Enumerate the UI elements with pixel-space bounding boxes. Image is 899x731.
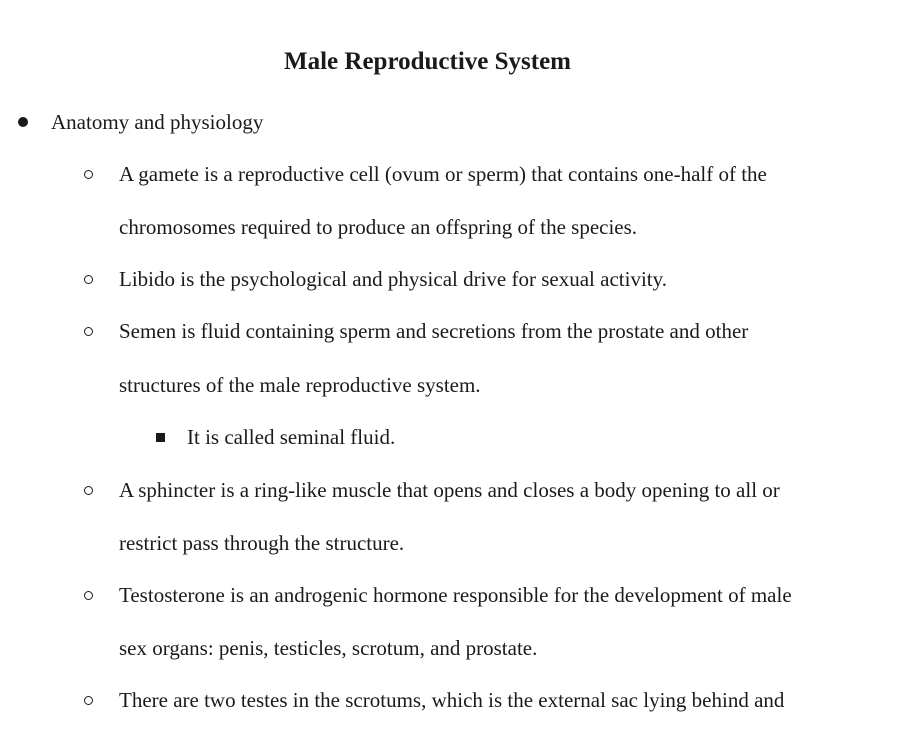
bullet-circle-icon	[84, 327, 93, 336]
list-item-text: Testosterone is an androgenic hormone responsible for the development of male	[119, 583, 792, 607]
bullet-square-icon	[156, 433, 165, 442]
bullet-circle-icon	[84, 275, 93, 284]
list-item-text: restrict pass through the structure.	[119, 531, 405, 555]
list-item-text: Libido is the psychological and physical drive for sexual activity.	[119, 267, 667, 291]
list-item-text: There are two testes in the scrotums, which is the external sac lying behind and	[119, 688, 785, 712]
list-item-text: chromosomes required to produce an offspring of the species.	[119, 215, 638, 239]
list-item-level1: Anatomy and physiology	[51, 110, 264, 134]
list-item-text: A gamete is a reproductive cell (ovum or sperm) that contains one-half of the	[119, 162, 767, 186]
list-item-text: Semen is fluid containing sperm and secretions from the prostate and other	[119, 319, 749, 343]
document-title: Male Reproductive System	[284, 48, 571, 75]
list-subitem-text: It is called seminal fluid.	[187, 425, 396, 449]
list-item-text: structures of the male reproductive system.	[119, 373, 481, 397]
list-item-text: A sphincter is a ring-like muscle that opens and closes a body opening to all or	[119, 478, 780, 502]
bullet-circle-icon	[84, 170, 93, 179]
list-item-text: sex organs: penis, testicles, scrotum, and prostate.	[119, 636, 538, 660]
bullet-circle-icon	[84, 486, 93, 495]
bullet-circle-icon	[84, 591, 93, 600]
bullet-disc-icon	[18, 117, 28, 127]
bullet-circle-icon	[84, 696, 93, 705]
